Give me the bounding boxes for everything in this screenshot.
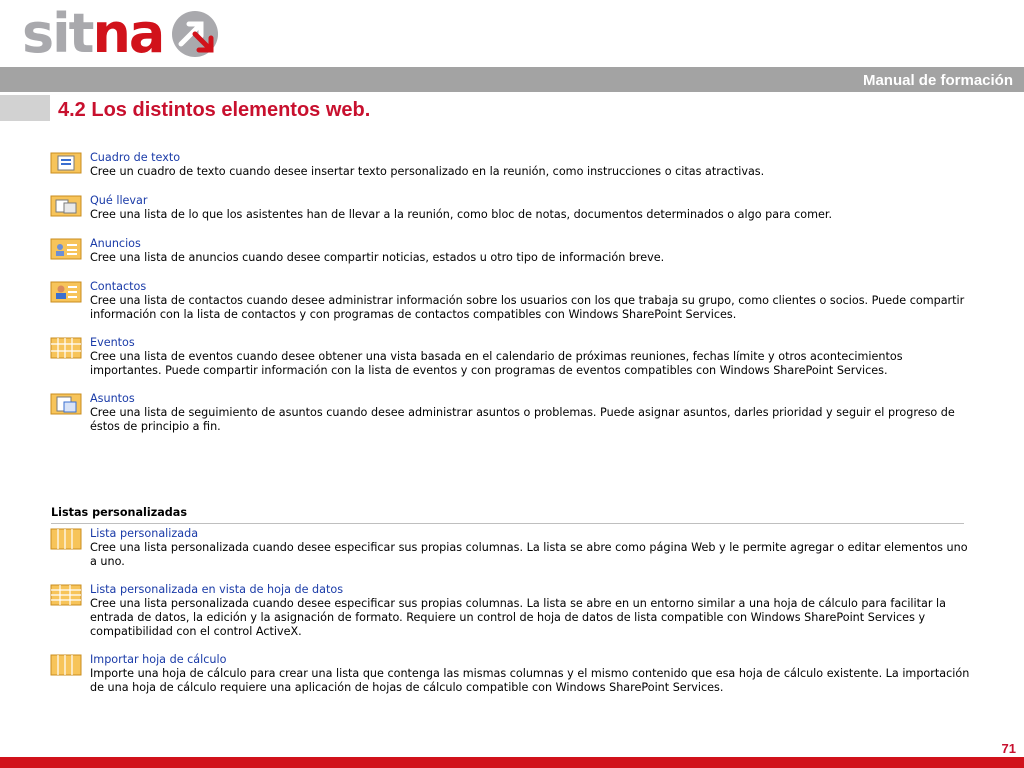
sitna-logo bbox=[22, 2, 219, 65]
list-item bbox=[50, 280, 970, 322]
list-item bbox=[50, 151, 970, 179]
item-text bbox=[90, 237, 970, 265]
item-title-link[interactable]: Anuncios bbox=[90, 237, 141, 250]
announcements-icon bbox=[50, 237, 90, 265]
item-text bbox=[90, 527, 970, 569]
manual-label: Manual de formación bbox=[862, 72, 1013, 89]
item-text bbox=[90, 336, 970, 378]
events-icon bbox=[50, 336, 90, 364]
item-text bbox=[90, 280, 970, 322]
issues-icon bbox=[50, 392, 90, 420]
text-box-icon bbox=[50, 151, 90, 179]
page-number: 71 bbox=[1001, 741, 1016, 756]
list-item bbox=[50, 194, 970, 222]
item-description: Cree una lista de contactos cuando desee administrar información sobre los usuarios con los que trabaja su grupo, como clientes o socios. Puede compartir información con la lista de contactos y con programas de contactos compatibles con Windows SharePoint Services. bbox=[90, 294, 965, 321]
footer-bar bbox=[0, 757, 1024, 768]
item-description: Importe una hoja de cálculo para crear una lista que contenga las mismas columnas y el mismo contenido que esa hoja de cálculo existente. La importación de una hoja de cálculo requiere una aplicación de hojas de cálculo compatible con Windows SharePoint Services. bbox=[90, 667, 970, 694]
contacts-icon bbox=[50, 280, 90, 308]
item-description: Cree una lista personalizada cuando desee especificar sus propias columnas. La lista se abre como página Web y le permite agregar o editar elementos uno a uno. bbox=[90, 541, 968, 568]
item-text bbox=[90, 194, 970, 222]
item-title-link[interactable]: Lista personalizada bbox=[90, 527, 199, 540]
item-title-link[interactable]: Importar hoja de cálculo bbox=[90, 653, 227, 666]
item-description: Cree una lista de eventos cuando desee obtener una vista basada en el calendario de próximas reuniones, fechas límite y otros acontecimientos importantes. Puede compartir información con la lista de eventos y con programas de eventos compatibles con Windows SharePoint Services. bbox=[90, 350, 903, 377]
item-title-link[interactable]: Cuadro de texto bbox=[90, 151, 181, 164]
logo-arrows-icon bbox=[171, 10, 219, 58]
item-title-link[interactable]: Eventos bbox=[90, 336, 135, 349]
item-text bbox=[90, 392, 970, 434]
list-item bbox=[50, 583, 970, 639]
datasheet-list-icon bbox=[50, 583, 90, 611]
custom-lists-list bbox=[50, 527, 970, 695]
item-description: Cree una lista de seguimiento de asuntos cuando desee administrar asuntos o problemas. Puede asignar asuntos, darles prioridad y seguir el progreso de éstos de principio a fin. bbox=[90, 406, 955, 433]
item-description: Cree una lista de anuncios cuando desee compartir noticias, estados u otro tipo de información breve. bbox=[90, 251, 665, 264]
list-item bbox=[50, 392, 970, 434]
item-title-link[interactable]: Asuntos bbox=[90, 392, 135, 405]
section-heading: Listas personalizadas bbox=[51, 506, 964, 524]
import-spreadsheet-icon bbox=[50, 653, 90, 681]
web-elements-list bbox=[50, 151, 970, 434]
item-description: Cree una lista personalizada cuando desee especificar sus propias columnas. La lista se abre en un entorno similar a una hoja de cálculo para facilitar la entrada de datos, la edición y la asignación de formato. Requiere un control de hoja de datos de lista compatible con Windows SharePoint Services y compatibilidad con el control ActiveX. bbox=[90, 597, 947, 638]
custom-list-icon bbox=[50, 527, 90, 555]
list-item bbox=[50, 237, 970, 265]
item-text bbox=[90, 653, 970, 695]
list-item bbox=[50, 653, 970, 695]
item-title-link[interactable]: Contactos bbox=[90, 280, 147, 293]
item-description: Cree un cuadro de texto cuando desee insertar texto personalizado en la reunión, como instrucciones o citas atractivas. bbox=[90, 165, 765, 178]
header-band bbox=[0, 67, 1024, 92]
item-text bbox=[90, 583, 970, 639]
logo-wordmark: sitna bbox=[22, 2, 164, 65]
list-item bbox=[50, 527, 970, 569]
item-description: Cree una lista de lo que los asistentes han de llevar a la reunión, como bloc de notas, documentos determinados o algo para comer. bbox=[90, 208, 833, 221]
item-title-link[interactable]: Lista personalizada en vista de hoja de datos bbox=[90, 583, 344, 596]
item-title-link[interactable]: Qué llevar bbox=[90, 194, 148, 207]
things-to-bring-icon bbox=[50, 194, 90, 222]
page-title: 4.2 Los distintos elementos web. bbox=[58, 99, 371, 121]
item-text bbox=[90, 151, 970, 179]
list-item bbox=[50, 336, 970, 378]
title-accent-box bbox=[0, 95, 50, 121]
